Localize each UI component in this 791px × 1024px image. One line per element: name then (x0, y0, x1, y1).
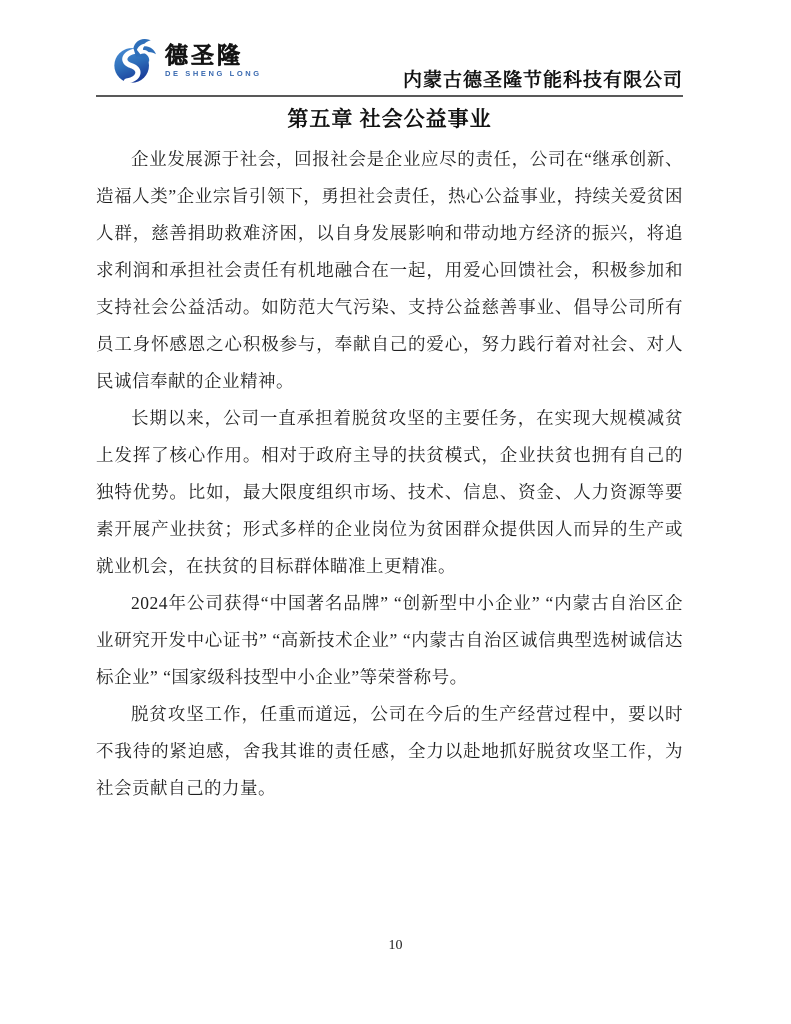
company-name: 内蒙古德圣隆节能科技有限公司 (402, 70, 683, 91)
page-header (96, 36, 683, 97)
paragraph-4: 脱贫攻坚工作，任重而道远，公司在今后的生产经营过程中，要以时不我待的紧迫感，舍我其谁的责任感，全力以赴地抓好脱贫攻坚工作，为社会贡献自己的力量。 (96, 704, 683, 798)
paragraph-2: 长期以来，公司一直承担着脱贫攻坚的主要任务，在实现大规模减贫上发挥了核心作用。相对于政府主导的扶贫模式，企业扶贫也拥有自己的独特优势。比如，最大限度组织市场、技术、信息、资金、人力资源等要素开展产业扶贫；形式多样的企业岗位为贫困群众提供因人而异的生产或就业机会，在扶贫的目标群体瞄准上更精准。 (96, 408, 683, 576)
document-body (96, 141, 683, 807)
logo-wordmark (165, 43, 262, 78)
page-number: 10 (388, 938, 403, 953)
dragon-s-globe-icon (110, 36, 162, 88)
company-logo (110, 36, 262, 88)
paragraph-1: 企业发展源于社会，回报社会是企业应尽的责任，公司在“继承创新、造福人类”企业宗旨引领下，勇担社会责任，热心公益事业，持续关爱贫困人群，慈善捐助救难济困，以自身发展影响和带动地方经济的振兴，将追求利润和承担社会责任有机地融合在一起，用爱心回馈社会，积极参加和支持社会公益活动。如防范大气污染、支持公益慈善事业、倡导公司所有员工身怀感恩之心积极参与，奉献自己的爱心，努力践行着对社会、对人民诚信奉献的企业精神。 (96, 149, 683, 391)
logo-name-en: DE SHENG LONG (165, 69, 262, 78)
paragraph-3: 2024年公司获得“中国著名品牌” “创新型中小企业” “内蒙古自治区企业研究开发中心证书” “高新技术企业” “内蒙古自治区诚信典型选树诚信达标企业” “国家级科技型中小企业”等荣誉称号。 (96, 593, 683, 687)
logo-name-cn: 德圣隆 (165, 42, 243, 68)
chapter-title: 第五章 社会公益事业 (287, 107, 492, 131)
